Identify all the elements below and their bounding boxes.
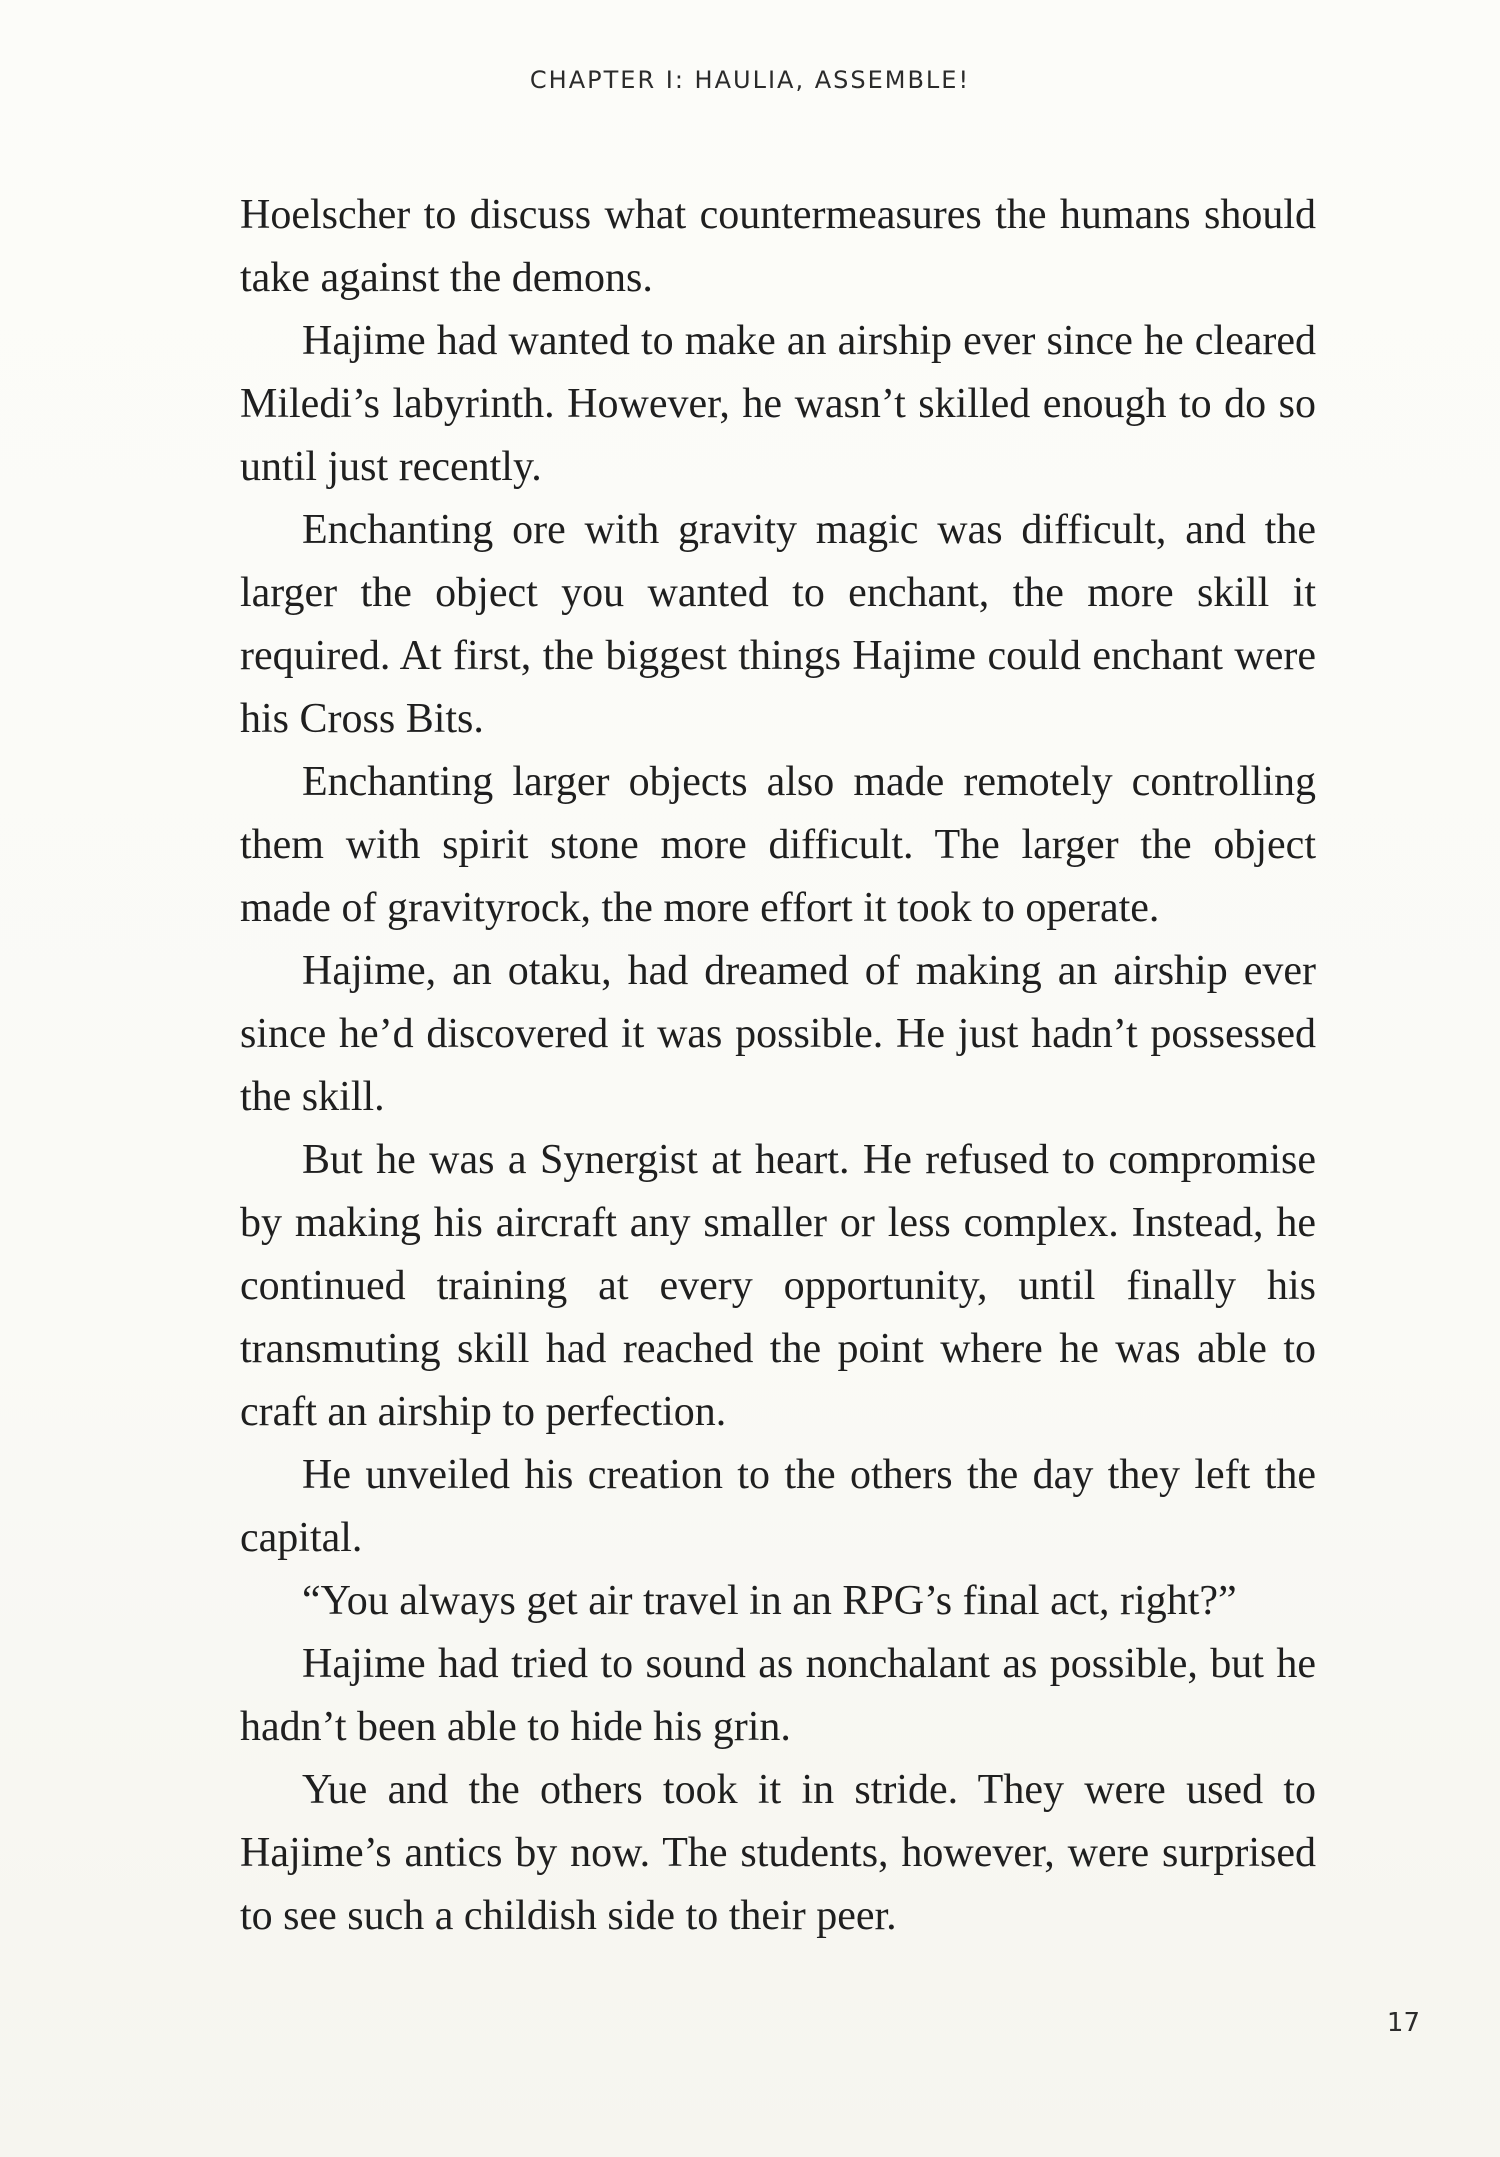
paragraph: Yue and the others took it in stride. They were used to Hajime’s antics by now. The students, however, were surprised to see such a childish side to their peer.: [240, 1767, 1316, 1939]
paragraph: Hajime had tried to sound as nonchalant as possible, but he hadn’t been able to hide his grin.: [240, 1641, 1316, 1750]
paragraph: Hajime had wanted to make an airship ever since he cleared Miledi’s labyrinth. However, he wasn’t skilled enough to do so until just recently.: [240, 318, 1316, 490]
paragraph: Enchanting ore with gravity magic was difficult, and the larger the object you wanted to enchant, the more skill it required. At first, the biggest things Hajime could enchant were his Cross Bits.: [240, 507, 1316, 742]
page-number: 17: [1386, 2008, 1420, 2038]
paragraph: Hajime, an otaku, had dreamed of making an airship ever since he’d discovered it was possible. He just hadn’t possessed the skill.: [240, 948, 1316, 1120]
running-head: CHAPTER I: HAULIA, ASSEMBLE!: [529, 66, 971, 94]
paragraph: Enchanting larger objects also made remotely controlling them with spirit stone more difficult. The larger the object made of gravityrock, the more effort it took to operate.: [240, 759, 1316, 931]
paragraph: “You always get air travel in an RPG’s final act, right?”: [302, 1578, 1237, 1624]
paragraph: Hoelscher to discuss what countermeasures the humans should take against the demons.: [240, 192, 1316, 301]
paragraph: But he was a Synergist at heart. He refused to compromise by making his aircraft any smaller or less complex. Instead, he continued training at every opportunity, until finally his transmuting skill had reached the point where he was able to craft an airship to perfection.: [240, 1137, 1316, 1435]
body-text: [240, 184, 1316, 1948]
paragraph: He unveiled his creation to the others the day they left the capital.: [240, 1452, 1316, 1561]
